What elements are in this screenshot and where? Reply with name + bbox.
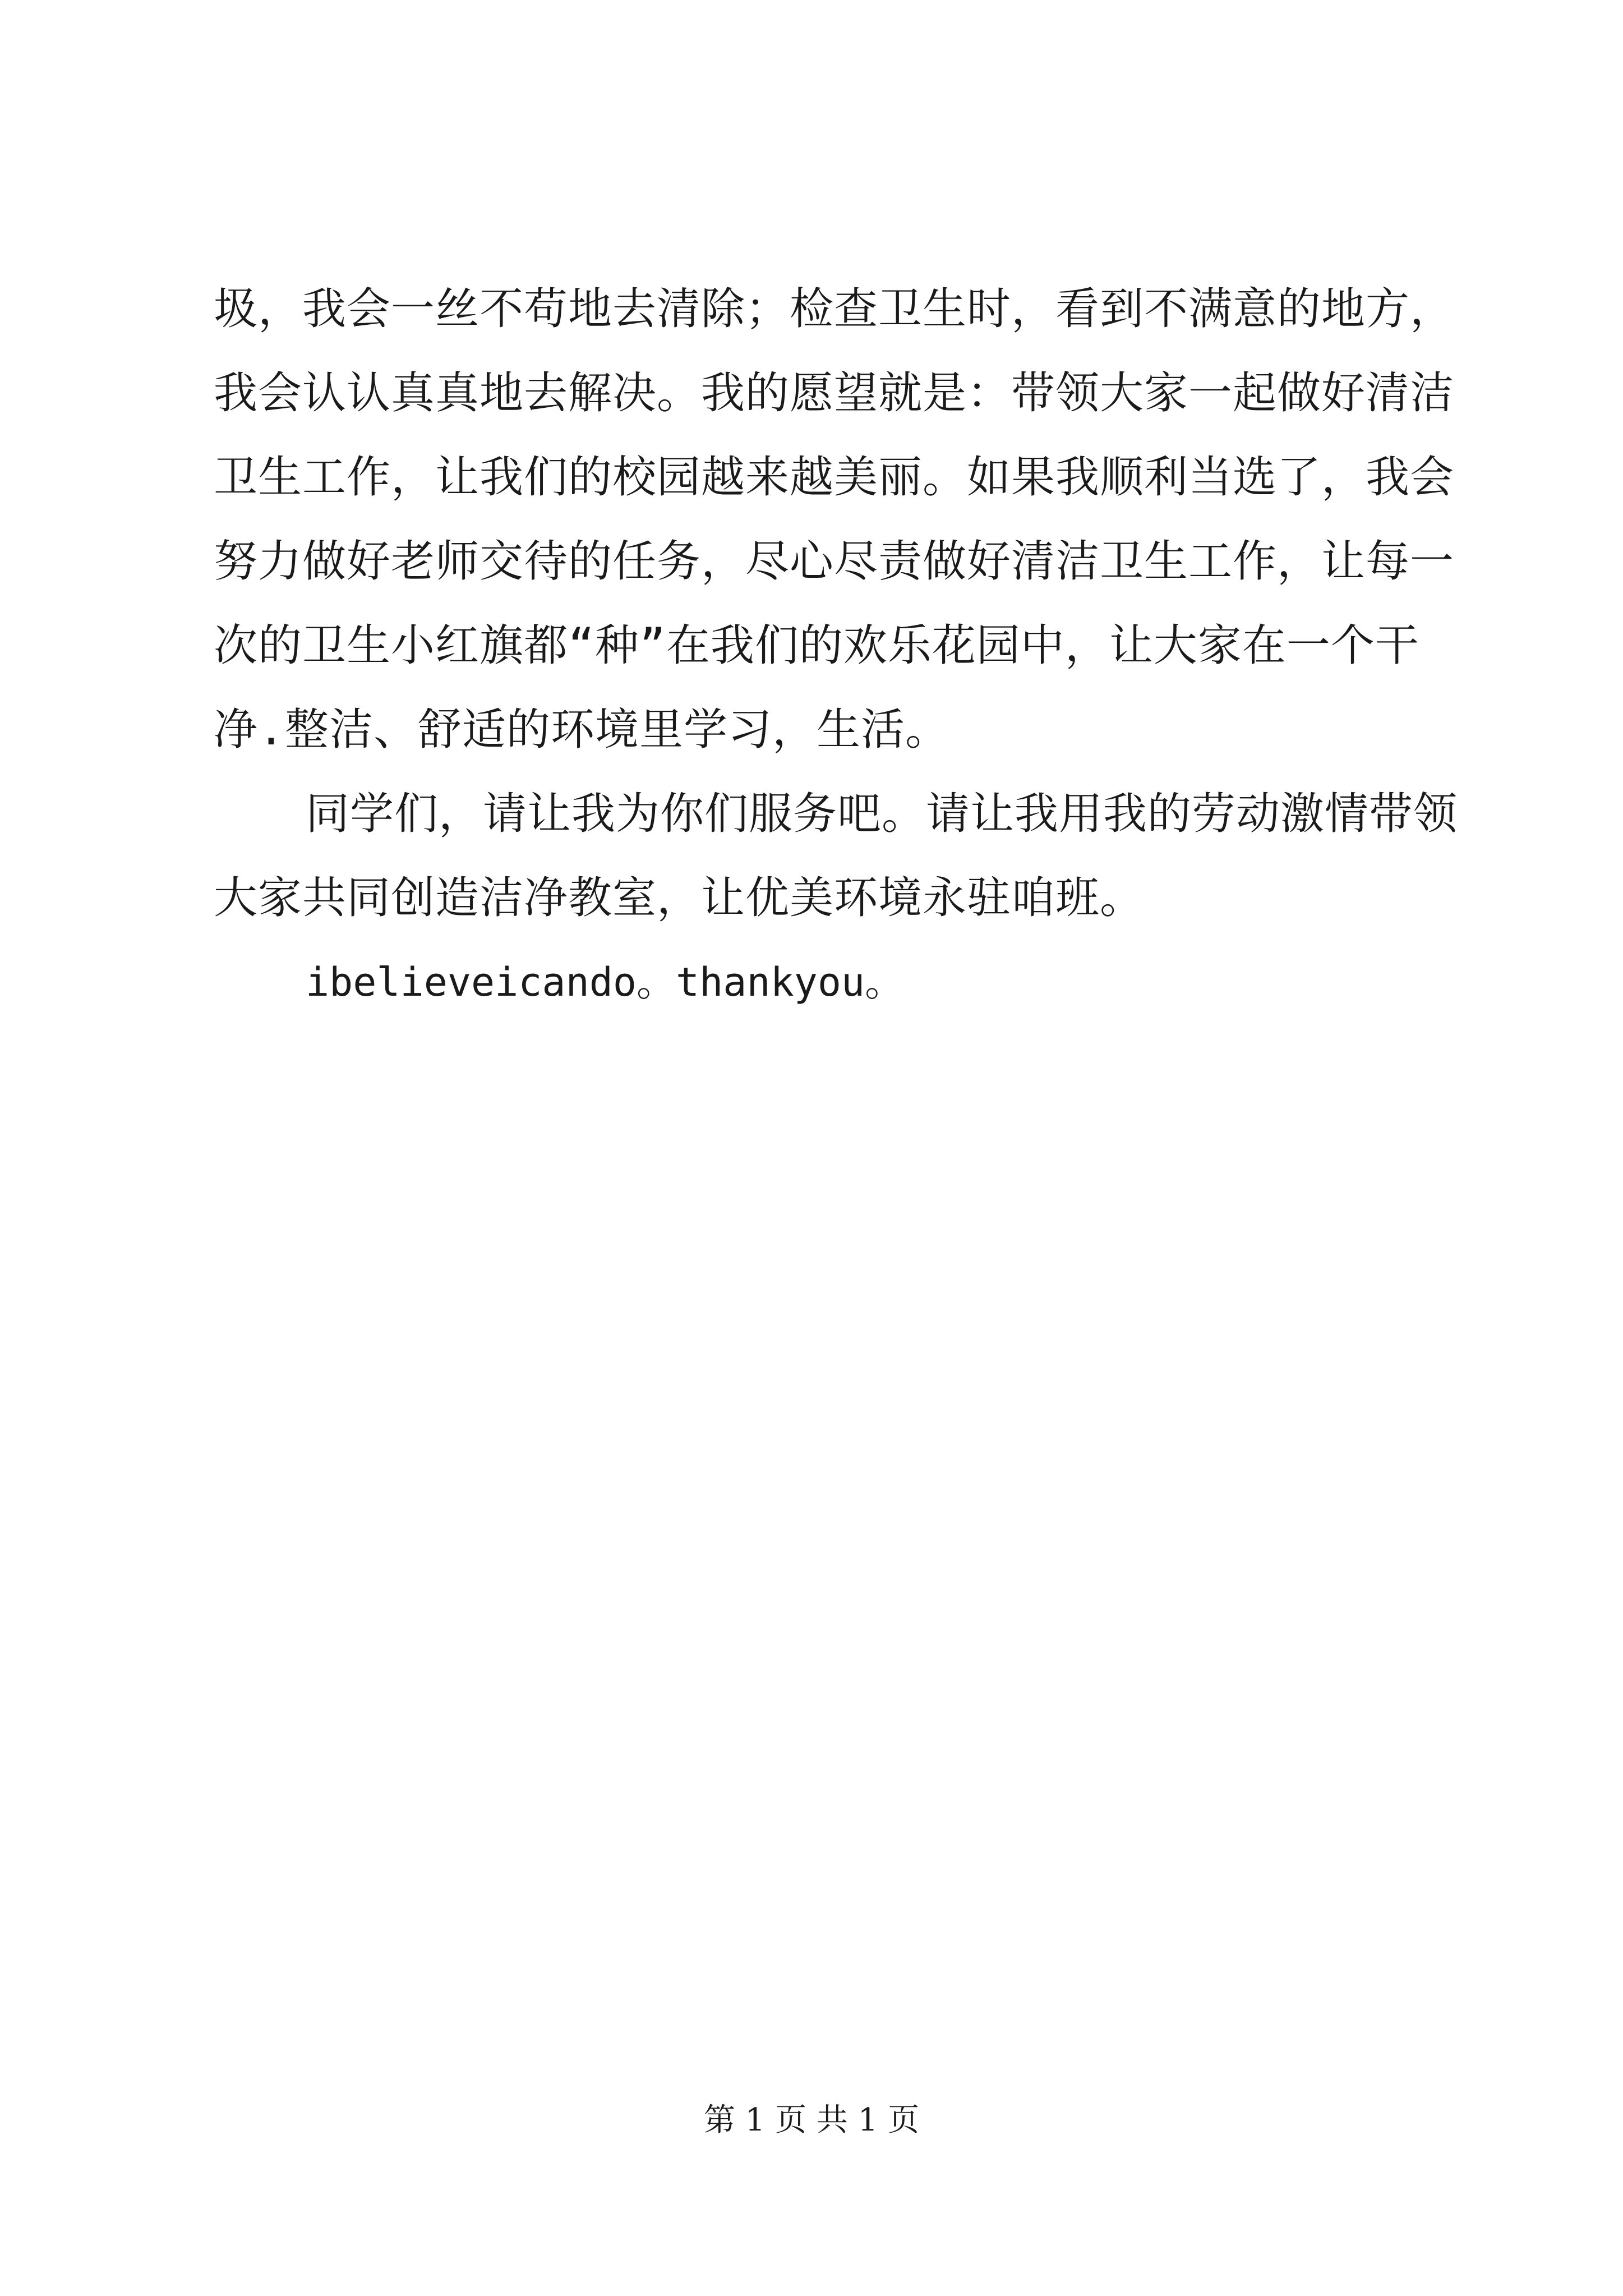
text-line: 同学们，请让我为你们服务吧。请让我用我的劳动激情带领 bbox=[306, 789, 1458, 839]
document-body bbox=[214, 267, 1458, 1024]
paragraph-2 bbox=[214, 772, 1458, 940]
paragraph-1 bbox=[214, 267, 1455, 772]
paragraph-3 bbox=[214, 940, 1436, 1024]
text-line: 圾，我会一丝不苟地去清除；检查卫生时，看到不满意的地方， bbox=[214, 284, 1455, 334]
text-line: 次的卫生小红旗都“种”在我们的欢乐花园中，让大家在一个干 bbox=[214, 620, 1419, 671]
text-line: 努力做好老师交待的任务，尽心尽责做好清洁卫生工作，让每一 bbox=[214, 536, 1455, 587]
text-line: 净.整洁、舒适的环境里学习，生活。 bbox=[214, 705, 949, 755]
page-footer: 第 1 页 共 1 页 bbox=[703, 2102, 920, 2138]
text-line: ibelieveicando。thankyou。 bbox=[306, 959, 905, 1005]
text-line: 我会认认真真地去解决。我的愿望就是：带领大家一起做好清洁 bbox=[214, 368, 1455, 418]
text-line: 卫生工作，让我们的校园越来越美丽。如果我顺利当选了，我会 bbox=[214, 452, 1455, 503]
text-line: 大家共同创造洁净教室，让优美环境永驻咱班。 bbox=[214, 873, 1145, 923]
